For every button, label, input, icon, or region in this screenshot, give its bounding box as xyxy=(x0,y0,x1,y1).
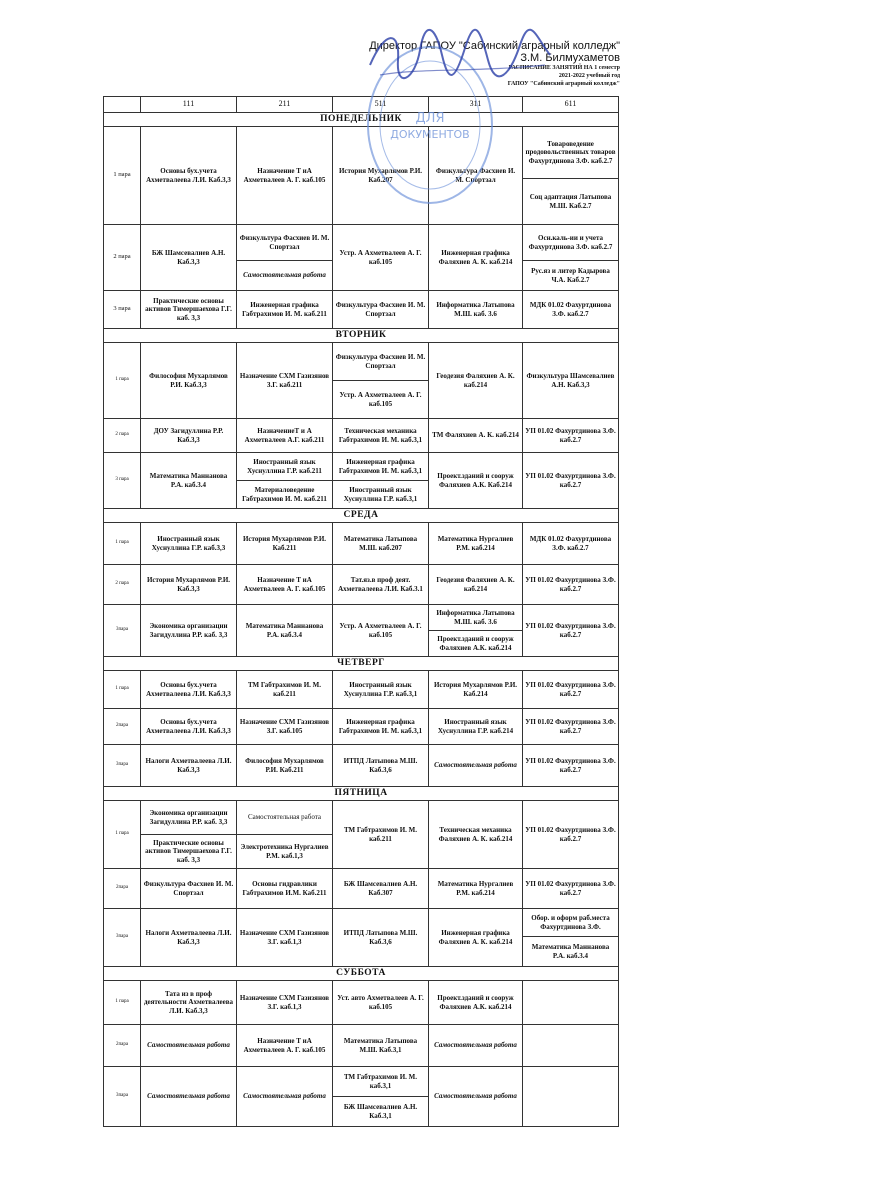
empty-cell xyxy=(523,1067,619,1127)
lesson-cell: Философия Мухарлямов Р.И. Каб.211 xyxy=(237,745,333,787)
lesson-cell: Самостоятельная работа xyxy=(429,745,523,787)
lesson-cell: Основы бух.учета Ахметвалеева Л.И. Каб.3,3 xyxy=(141,709,237,745)
lesson-cell: Основы бух.учета Ахметвалеева Л.И. Каб.3,3 xyxy=(141,671,237,709)
lesson-cell: Устр. А Ахметвалеев А. Г. каб.105 xyxy=(333,225,429,291)
lesson-cell: Проект.зданий и сооруж Фаляхиев А.К. каб.214 xyxy=(429,631,523,657)
lesson-cell: Проект.зданий и сооруж Фаляхиев А.К. каб.214 xyxy=(429,981,523,1025)
lesson-cell: Математика Маннанова Р.А. каб.3.4 xyxy=(523,937,619,967)
period-label: 1 пара xyxy=(104,523,141,565)
lesson-cell: УП 01.02 Фахуртдинова З.Ф. каб.2.7 xyxy=(523,745,619,787)
lesson-cell: УП 01.02 Фахуртдинова З.Ф. каб.2.7 xyxy=(523,671,619,709)
lesson-cell: Иностранный язык Хуснуллина Г.Р. каб.214 xyxy=(429,709,523,745)
lesson-cell: Назначение СХМ Газизянов З.Г. каб.1,3 xyxy=(237,909,333,967)
group-111: 111 xyxy=(141,97,237,113)
lesson-cell: Устр. А Ахметвалеев А. Г. каб.105 xyxy=(333,605,429,657)
lesson-cell: Иностранный язык Хуснуллина Г.Р. каб.211 xyxy=(237,453,333,481)
organization: ГАПОУ "Сабинский аграрный колледж" xyxy=(507,81,620,87)
lesson-cell: Тата из в проф деятельности Ахметвалеева Л.И. Каб.3,3 xyxy=(141,981,237,1025)
lesson-cell: Инженерная графика Габтрахимов И. М. каб.3,1 xyxy=(333,709,429,745)
corner-cell xyxy=(104,97,141,113)
lesson-cell: УП 01.02 Фахуртдинова З.Ф. каб.2.7 xyxy=(523,869,619,909)
day-tuesday: ВТОРНИК xyxy=(104,329,619,343)
period-label: 3пара xyxy=(104,605,141,657)
lesson-cell: Назначение Т иА Ахметвалеев А. Г. каб.105 xyxy=(237,1025,333,1067)
lesson-cell: УП 01.02 Фахуртдинова З.Ф. каб.2.7 xyxy=(523,801,619,869)
lesson-cell: История Мухарлямов Р.И. Каб.3,3 xyxy=(141,565,237,605)
lesson-cell: Экономика организации Загидуллина Р.Р. каб. 3,3 xyxy=(141,605,237,657)
lesson-cell: Устр. А Ахметвалеев А. Г. каб.105 xyxy=(333,381,429,419)
stamp-text-line2: ДОКУМЕНТОВ xyxy=(390,128,470,141)
lesson-cell: ТМ Габтрахимов И. М. каб.211 xyxy=(333,801,429,869)
lesson-cell: История Мухарлямов Р.И. Каб.207 xyxy=(333,127,429,225)
lesson-cell: Иностранный язык Хуснуллина Г.Р. каб.3,3 xyxy=(141,523,237,565)
lesson-cell: Основы бух.учета Ахметвалеева Л.И. Каб.3,3 xyxy=(141,127,237,225)
stamp-text-line1: ДЛЯ xyxy=(415,111,445,126)
lesson-cell: Математика Маннанова Р.А. каб.3.4 xyxy=(237,605,333,657)
lesson-cell: УП 01.02 Фахуртдинова З.Ф. каб.2.7 xyxy=(523,709,619,745)
lesson-cell: Электротехника Нургалиев Р.М. каб.1,3 xyxy=(237,835,333,869)
lesson-cell: Налоги Ахметвалеева Л.И. Каб.3,3 xyxy=(141,745,237,787)
lesson-cell: Иностранный язык Хуснуллина Г.Р. каб.3,1 xyxy=(333,481,429,509)
lesson-cell: ИТПД Латыпова М.Ш. Каб.3,6 xyxy=(333,745,429,787)
lesson-cell: ТМ Фаляхиев А. К. каб.214 xyxy=(429,419,523,453)
lesson-cell: Практические основы активов Тимершаехова Г.Г. каб. 3,3 xyxy=(141,835,237,869)
director-line: Директор ГАПОУ "Сабинский аграрный колледж" xyxy=(369,40,620,52)
lesson-cell: Информатика Латыпова М.Ш. каб. 3.6 xyxy=(429,605,523,631)
lesson-cell: Назначение Т иА Ахметвалеев А. Г. каб.105 xyxy=(237,565,333,605)
lesson-cell: Техническая механика Фаляхиев А. К. каб.214 xyxy=(429,801,523,869)
lesson-cell: УП 01.02 Фахуртдинова З.Ф. каб.2.7 xyxy=(523,419,619,453)
period-label: 2пара xyxy=(104,709,141,745)
lesson-cell: Геодезия Фаляхиев А. К. каб.214 xyxy=(429,565,523,605)
lesson-cell: Самостоятельная работа xyxy=(141,1067,237,1127)
lesson-cell: Налоги Ахметвалеева Л.И. Каб.3,3 xyxy=(141,909,237,967)
lesson-cell: Назначение СХМ Газизянов З.Г. каб.211 xyxy=(237,343,333,419)
lesson-cell: Инженерная графика Габтрахимов И. М. каб.3,1 xyxy=(333,453,429,481)
lesson-cell: Осн.каль-ии и учета Фахуртдинова З.Ф. каб.2.7 xyxy=(523,225,619,261)
lesson-cell: Самостоятельная работа xyxy=(429,1025,523,1067)
lesson-cell: ДОУ Загидуллина Р.Р. Каб.3,3 xyxy=(141,419,237,453)
lesson-cell: Товароведение продовольственных товаров Фахуртдинова З.Ф. каб.2.7 xyxy=(523,127,619,179)
lesson-cell: ИТПД Латыпова М.Ш. Каб.3,6 xyxy=(333,909,429,967)
lesson-cell: Информатика Латыпова М.Ш. каб. 3.6 xyxy=(429,291,523,329)
period-label: 3 пара xyxy=(104,291,141,329)
lesson-cell: Физкультура Фасхиев И. М. Спортзал xyxy=(429,127,523,225)
lesson-cell: Самостоятельная работа xyxy=(237,801,333,835)
lesson-cell: Математика Латыпова М.Ш. каб.207 xyxy=(333,523,429,565)
period-label: 1 пара xyxy=(104,801,141,869)
lesson-cell: Физкультура Фасхиев И. М. Спортзал xyxy=(333,291,429,329)
period-label: 2пара xyxy=(104,869,141,909)
lesson-cell: Назначение СХМ Газизянов З.Г. каб.105 xyxy=(237,709,333,745)
lesson-cell: Самостоятельная работа xyxy=(141,1025,237,1067)
period-label: 2 пара xyxy=(104,419,141,453)
lesson-cell: УП 01.02 Фахуртдинова З.Ф. каб.2.7 xyxy=(523,605,619,657)
lesson-cell: История Мухарлямов Р.И. Каб.214 xyxy=(429,671,523,709)
lesson-cell: Тат.яз.в проф деят. Ахметвалеева Л.И. Каб.3.1 xyxy=(333,565,429,605)
lesson-cell: Самостоятельная работа xyxy=(237,1067,333,1127)
schedule-table xyxy=(103,96,619,1127)
lesson-cell: Самостоятельная работа xyxy=(429,1067,523,1127)
lesson-cell: Практические основы активов Тимершаехова Г.Г. каб. 3,3 xyxy=(141,291,237,329)
lesson-cell: Философия Мухарлямов Р.И. Каб.3,3 xyxy=(141,343,237,419)
lesson-cell: Инженерная графика Фаляхиев А. К. каб.214 xyxy=(429,225,523,291)
period-label: 1 пара xyxy=(104,671,141,709)
empty-cell xyxy=(523,1025,619,1067)
lesson-cell: УП 01.02 Фахуртдинова З.Ф. каб.2.7 xyxy=(523,453,619,509)
lesson-cell: Инженерная графика Фаляхиев А. К. каб.214 xyxy=(429,909,523,967)
lesson-cell: Физкультура Шамсевалиев А.Н. Каб.3,3 xyxy=(523,343,619,419)
schedule-title: РАСПИСАНИЕ ЗАНЯТИЙ НА 1 семестр xyxy=(508,65,620,71)
lesson-cell: Назначение СХМ Газизянов З.Г. каб.1,3 xyxy=(237,981,333,1025)
director-name: З.М. Билмухаметов xyxy=(520,52,620,64)
lesson-cell: МДК 01.02 Фахуртдинова З.Ф. каб.2.7 xyxy=(523,291,619,329)
lesson-cell: Физкультура Фасхиев И. М. Спортзал xyxy=(237,225,333,261)
day-friday: ПЯТНИЦА xyxy=(104,787,619,801)
lesson-cell: БЖ Шамсевалиев А.Н. Каб.3,3 xyxy=(141,225,237,291)
academic-year: 2021-2022 учебный год xyxy=(558,73,620,79)
period-label: 3 пара xyxy=(104,453,141,509)
lesson-cell: Самостоятельная работа xyxy=(237,261,333,291)
lesson-cell: Иностранный язык Хуснуллина Г.Р. каб.3,1 xyxy=(333,671,429,709)
period-label: 3пара xyxy=(104,1067,141,1127)
lesson-cell: Проект.зданий и сооруж Фаляхиев А.К. Каб.214 xyxy=(429,453,523,509)
group-611: 611 xyxy=(523,97,619,113)
lesson-cell: История Мухарлямов Р.И. Каб.211 xyxy=(237,523,333,565)
period-label: 3пара xyxy=(104,909,141,967)
group-511: 511 xyxy=(333,97,429,113)
day-thursday: ЧЕТВЕРГ xyxy=(104,657,619,671)
lesson-cell: Техническая механика Габтрахимов И. М. каб.3,1 xyxy=(333,419,429,453)
period-label: 1 пара xyxy=(104,343,141,419)
group-311: 311 xyxy=(429,97,523,113)
day-wednesday: СРЕДА xyxy=(104,509,619,523)
lesson-cell: Математика Нургалиев Р.М. каб.214 xyxy=(429,523,523,565)
day-monday: ПОНЕДЕЛЬНИК xyxy=(104,113,619,127)
lesson-cell: Назначение Т иА Ахметвалеев А. Г. каб.105 xyxy=(237,127,333,225)
empty-cell xyxy=(523,981,619,1025)
lesson-cell: Геодезия Фаляхиев А. К. каб.214 xyxy=(429,343,523,419)
lesson-cell: Физкультура Фасхиев И. М. Спортзал xyxy=(141,869,237,909)
lesson-cell: ТМ Габтрахимов И. М. каб.3,1 xyxy=(333,1067,429,1097)
lesson-cell: Уст. авто Ахметвалеев А. Г. каб.105 xyxy=(333,981,429,1025)
lesson-cell: НазначениеТ и А Ахметвалеев А.Г. каб.211 xyxy=(237,419,333,453)
day-saturday: СУББОТА xyxy=(104,967,619,981)
lesson-cell: БЖ Шамсевалиев А.Н. Каб.307 xyxy=(333,869,429,909)
lesson-cell: ТМ Габтрахимов И. М. каб.211 xyxy=(237,671,333,709)
period-label: 1 пара xyxy=(104,127,141,225)
lesson-cell: УП 01.02 Фахуртдинова З.Ф. каб.2.7 xyxy=(523,565,619,605)
lesson-cell: Основы гидравлики Габтрахимов И.М. Каб.211 xyxy=(237,869,333,909)
period-label: 2 пара xyxy=(104,565,141,605)
lesson-cell: БЖ Шамсевалиев А.Н. Каб.3,1 xyxy=(333,1097,429,1127)
lesson-cell: Физкультура Фасхиев И. М. Спортзал xyxy=(333,343,429,381)
period-label: 2пара xyxy=(104,1025,141,1067)
lesson-cell: Соц адаптация Латыпова М.Ш. Каб.2.7 xyxy=(523,179,619,225)
lesson-cell: Математика Маннанова Р.А. каб.3.4 xyxy=(141,453,237,509)
period-label: 3пара xyxy=(104,745,141,787)
lesson-cell: Математика Нургалиев Р.М. каб.214 xyxy=(429,869,523,909)
lesson-cell: МДК 01.02 Фахуртдинова З.Ф. каб.2.7 xyxy=(523,523,619,565)
lesson-cell: Инженерная графика Габтрахимов И. М. каб.211 xyxy=(237,291,333,329)
lesson-cell: Рус.яз и литер Кадырова Ч.А. Каб.2.7 xyxy=(523,261,619,291)
lesson-cell: Обор. и оформ раб.места Фахуртдинова З.Ф. xyxy=(523,909,619,937)
period-label: 1 пара xyxy=(104,981,141,1025)
lesson-cell: Экономика организации Загидуллина Р.Р. каб. 3,3 xyxy=(141,801,237,835)
lesson-cell: Математика Латыпова М.Ш. Каб.3,1 xyxy=(333,1025,429,1067)
group-211: 211 xyxy=(237,97,333,113)
signature xyxy=(360,20,560,90)
lesson-cell: Материаловедение Габтрахимов И. М. каб.211 xyxy=(237,481,333,509)
period-label: 2 пара xyxy=(104,225,141,291)
